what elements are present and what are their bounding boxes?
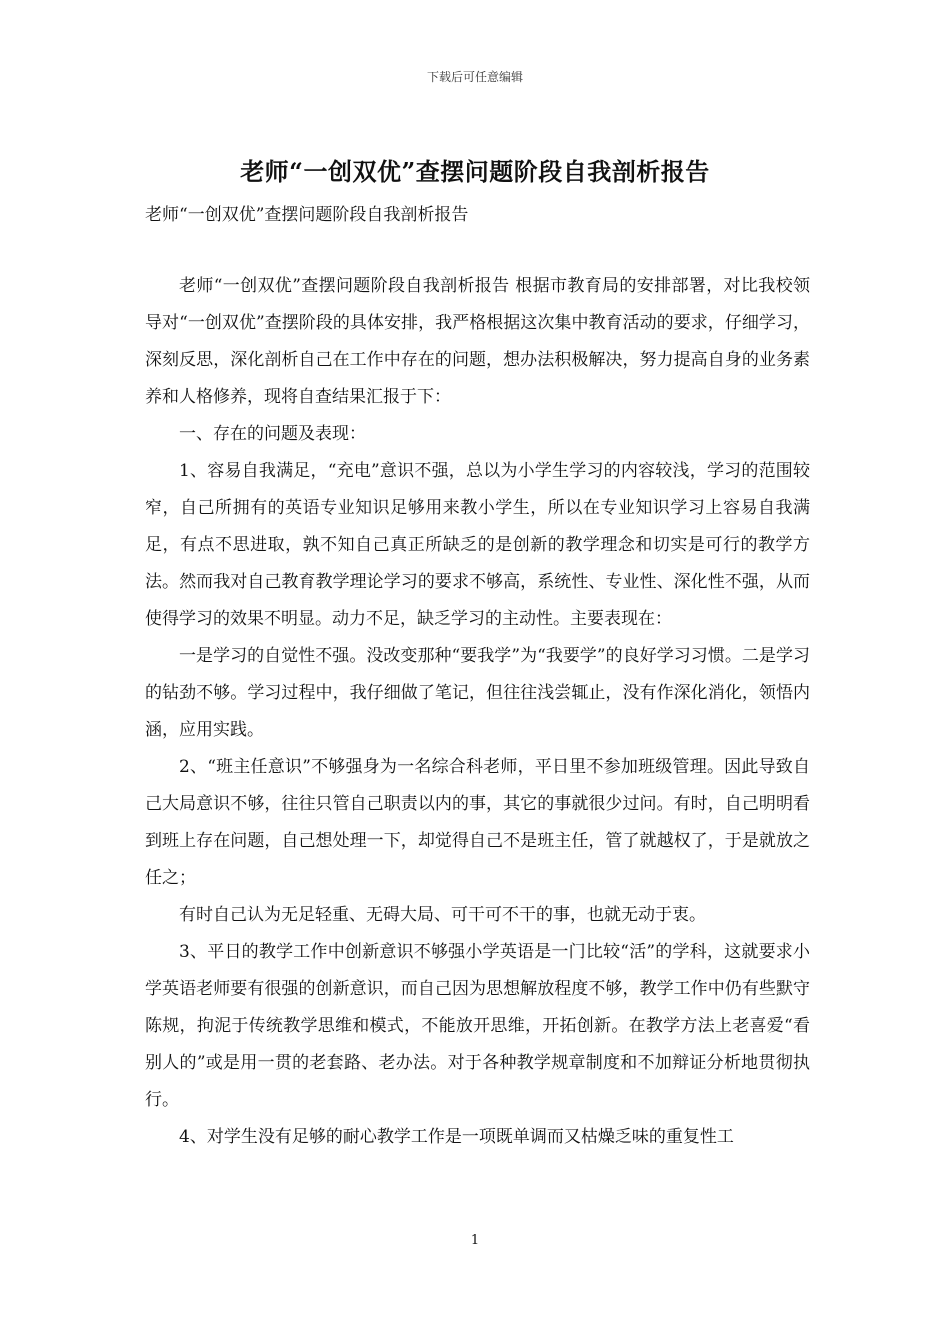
document-title: 老师“一创双优”查摆问题阶段自我剖析报告 bbox=[240, 157, 710, 186]
paragraph-intro: 老师“一创双优”查摆问题阶段自我剖析报告 根据市教育局的安排部署，对比我校领导对“一创双优”查摆阶段的具体安排，我严格根据这次集中教育活动的要求，仔细学习，深刻反思，深化剖析自己在工作中存在的问题，想办法积极解决，努力提高自身的业务素养和人格修养，现将自查结果汇报于下： bbox=[145, 276, 810, 407]
page-number: 1 bbox=[470, 1233, 480, 1248]
section-heading-problems: 一、存在的问题及表现： bbox=[179, 424, 366, 444]
paragraph-problem-3: 3、平日的教学工作中创新意识不够强小学英语是一门比较“活”的学科，这就要求小学英语老师要有很强的创新意识，而自己因为思想解放程度不够，教学工作中仍有些默守陈规，拘泥于传统教学思维和模式，不能放开思维，开拓创新。在教学方法上老喜爱“看别人的”或是用一贯的老套路、老办法。对于各种教学规章制度和不加辩证分析地贯彻执行。 bbox=[145, 942, 810, 1110]
paragraph-problem-2-detail: 有时自己认为无足轻重、无碍大局、可干可不干的事，也就无动于衷。 bbox=[179, 905, 706, 925]
header-note: 下载后可任意编辑 bbox=[426, 70, 523, 84]
paragraph-problem-2: 2、“班主任意识”不够强身为一名综合科老师，平日里不参加班级管理。因此导致自己大局意识不够，往往只管自己职责以内的事，其它的事就很少过问。有时，自己明明看到班上存在问题，自己想处理一下，却觉得自己不是班主任，管了就越权了，于是就放之任之； bbox=[145, 757, 810, 888]
document-subtitle: 老师“一创双优”查摆问题阶段自我剖析报告 bbox=[145, 205, 469, 225]
paragraph-problem-1-detail: 一是学习的自觉性不强。没改变那种“要我学”为“我要学”的良好学习习惯。二是学习的钻劲不够。学习过程中，我仔细做了笔记，但往往浅尝辄止，没有作深化消化，领悟内涵，应用实践。 bbox=[145, 646, 810, 740]
paragraph-problem-1: 1、容易自我满足，“充电”意识不强，总以为小学生学习的内容较浅，学习的范围较窄，自己所拥有的英语专业知识足够用来教小学生，所以在专业知识学习上容易自我满足，有点不思进取，孰不知自己真正所缺乏的是创新的教学理念和切实是可行的教学方法。然而我对自己教育教学理论学习的要求不够高，系统性、专业性、深化性不强，从而使得学习的效果不明显。动力不足，缺乏学习的主动性。主要表现在： bbox=[145, 461, 810, 629]
paragraph-problem-4: 4、对学生没有足够的耐心教学工作是一项既单调而又枯燥乏味的重复性工 bbox=[179, 1127, 734, 1147]
document-body bbox=[145, 268, 810, 1156]
